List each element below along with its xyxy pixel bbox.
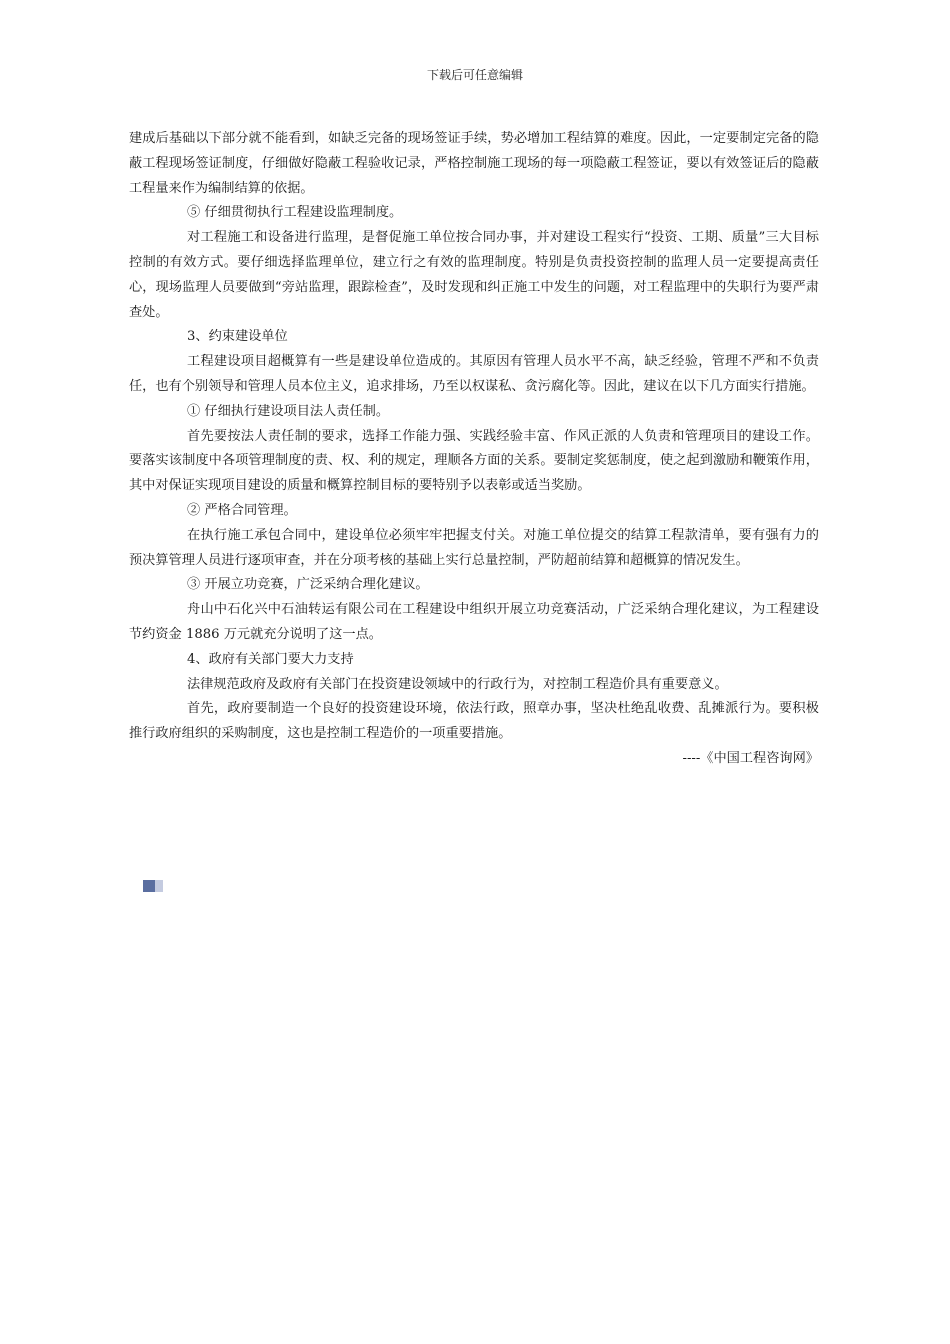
paragraph-government: 首先，政府要制造一个良好的投资建设环境，依法行政，照章办事，坚决杜绝乱收费、乱摊派行为。要积极推行政府组织的采购制度，这也是控制工程造价的一项重要措施。 bbox=[129, 701, 819, 742]
paragraph-competition: 舟山中石化兴中石油转运有限公司在工程建设中组织开展立功竞赛活动，广泛采纳合理化建议，为工程建设节约资金 1886 万元就充分说明了这一点。 bbox=[129, 602, 819, 642]
paragraph-legal-person: 首先要按法人责任制的要求，选择工作能力强、实践经验丰富、作风正派的人负责和管理项目的建设工作。要落实该制度中各项管理制度的责、权、利的规定，理顺各方面的关系。要制定奖惩制度，使之起到激励和鞭策作用，其中对保证实现项目建设的质量和概算控制目标的要特别予以表彰或适当奖励。 bbox=[129, 428, 819, 494]
item-5-supervision: ⑤ 仔细贯彻执行工程建设监理制度。 bbox=[187, 205, 403, 221]
decorative-square-dark bbox=[143, 880, 155, 892]
document-body bbox=[129, 127, 819, 772]
paragraph-over-budget: 工程建设项目超概算有一些是建设单位造成的。其原因有管理人员水平不高，缺乏经验，管理不严和不负责任，也有个别领导和管理人员本位主义，追求排场，乃至以权谋私、贪污腐化等。因此，建议在以下几方面实行措施。 bbox=[129, 354, 819, 394]
paragraph-law: 法律规范政府及政府有关部门在投资建设领域中的行政行为，对控制工程造价具有重要意义。 bbox=[187, 676, 728, 692]
paragraph-supervision: 对工程施工和设备进行监理，是督促施工单位按合同办事，并对建设工程实行“投资、工期、质量”三大目标控制的有效方式。要仔细选择监理单位，建立行之有效的监理制度。特别是负责投资控制的监理人员一定要提高责任心，现场监理人员要做到“旁站监理，跟踪检查”，及时发现和纠正施工中发生的问题，对工程监理中的失职行为要严肃查处。 bbox=[129, 230, 819, 320]
page-header: 下载后可任意编辑 bbox=[426, 68, 523, 82]
item-1-legal-person: ① 仔细执行建设项目法人责任制。 bbox=[187, 403, 390, 419]
decorative-square-light bbox=[155, 880, 163, 892]
source-attribution: ----《中国工程咨询网》 bbox=[682, 750, 819, 766]
decorative-squares-icon bbox=[143, 880, 163, 892]
paragraph-hidden-works: 建成后基础以下部分就不能看到，如缺乏完备的现场签证手续，势必增加工程结算的难度。因此，一定要制定完备的隐蔽工程现场签证制度，仔细做好隐蔽工程验收记录，严格控制施工现场的每一项隐蔽工程签证，要以有效签证后的隐蔽工程量来作为编制结算的依据。 bbox=[129, 131, 819, 196]
paragraph-contract: 在执行施工承包合同中，建设单位必须牢牢把握支付关。对施工单位提交的结算工程款清单，要有强有力的预决算管理人员进行逐项审查，并在分项考核的基础上实行总量控制，严防超前结算和超概算的情况发生。 bbox=[129, 527, 819, 568]
item-2-contract: ② 严格合同管理。 bbox=[187, 502, 297, 518]
item-3-competition: ③ 开展立功竞赛，广泛采纳合理化建议。 bbox=[187, 577, 429, 593]
section-heading-3: 3、约束建设单位 bbox=[187, 329, 288, 345]
section-heading-4: 4、政府有关部门要大力支持 bbox=[187, 651, 354, 667]
